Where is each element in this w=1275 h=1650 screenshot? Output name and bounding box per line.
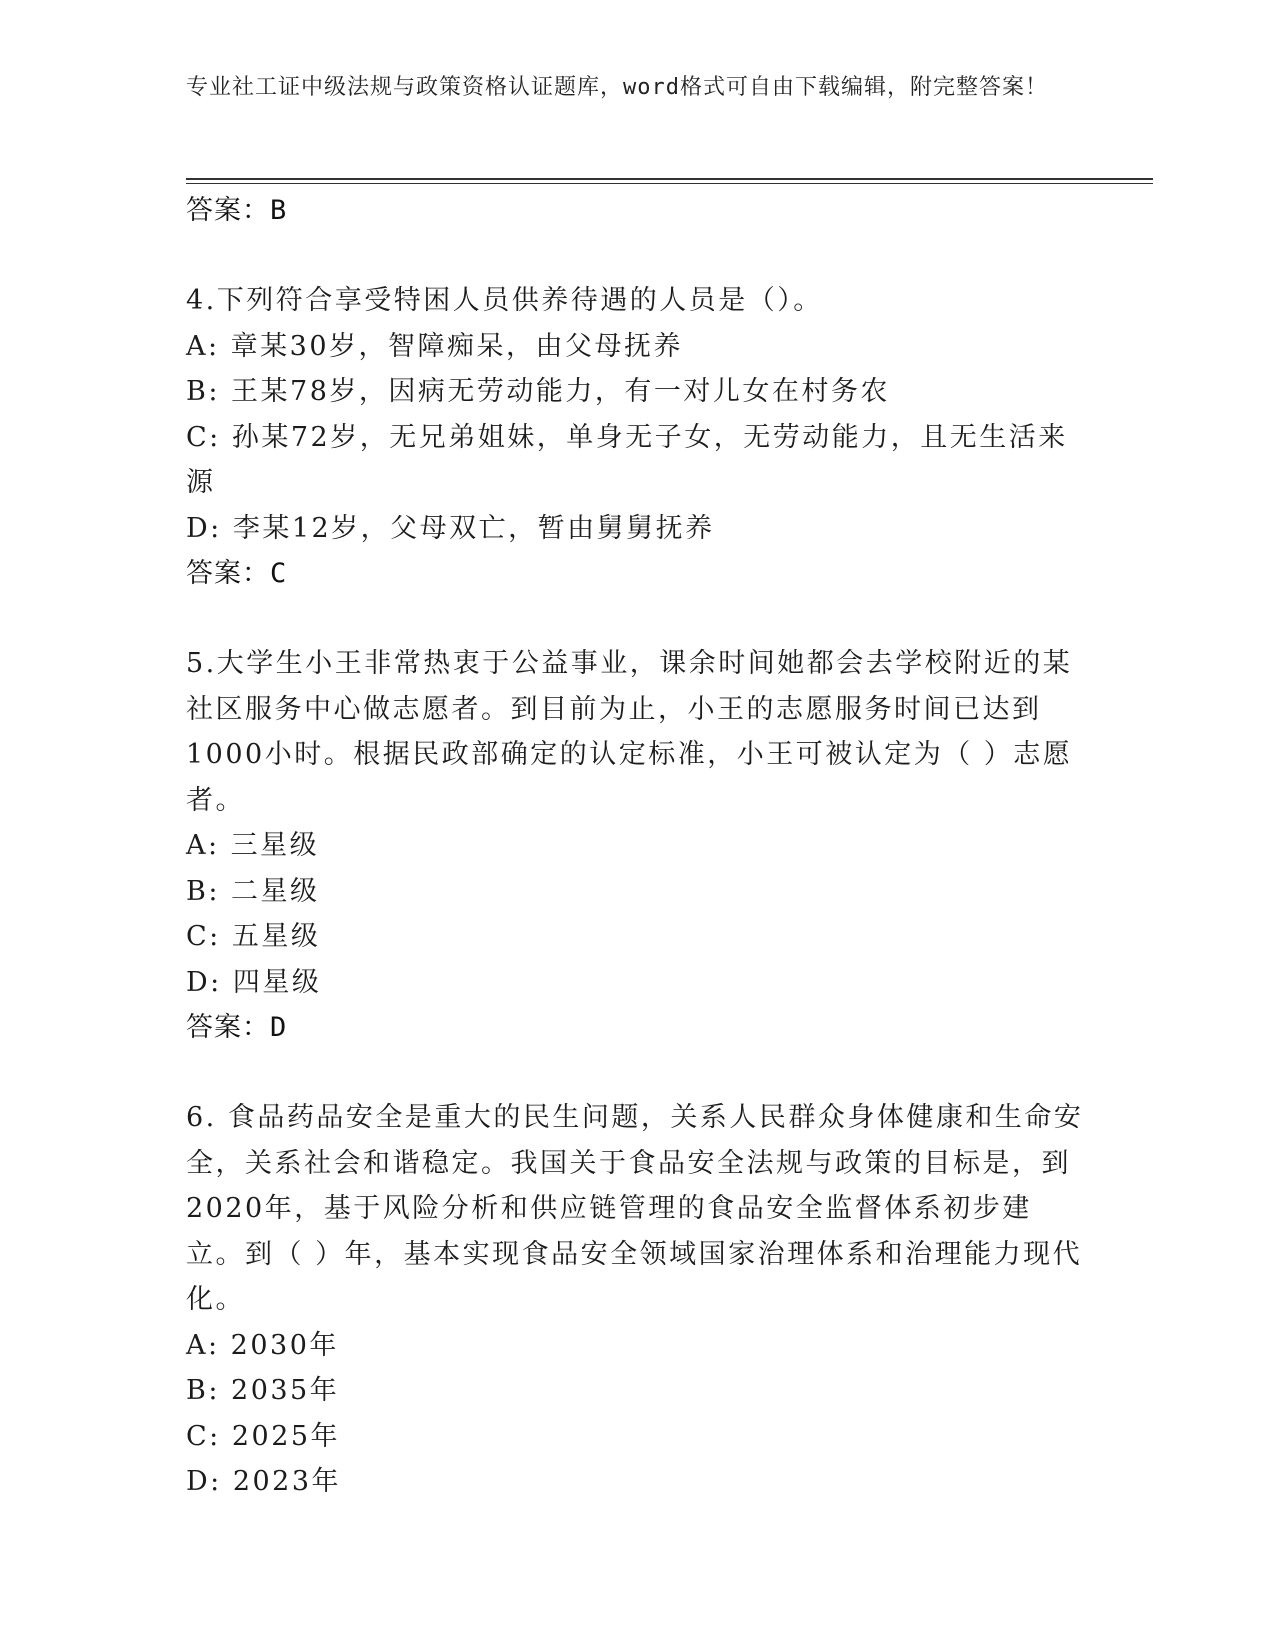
option-d: D: 四星级	[186, 966, 322, 998]
spacer	[186, 1051, 1086, 1095]
option-c: C: 五星级	[186, 921, 321, 952]
option-a: A: 2030年	[186, 1329, 339, 1361]
header-divider-thin	[186, 183, 1153, 184]
option-c: C: 2025年	[186, 1420, 341, 1452]
option-d: D: 2023年	[186, 1466, 342, 1497]
option-a: A: 章某30岁，智障痴呆，由父母抚养	[186, 330, 684, 362]
spacer	[186, 597, 1086, 641]
question-stem: 6. 食品药品安全是重大的民生问题，关系人民群众身体健康和生命安全，关系社会和谐稳定。我国关于食品安全法规与政策的目标是，到2020年，基于风险分析和供应链管理的食品安全监督体系初步建立。到（ ）年，基本实现食品安全领域国家治理体系和治理能力现代化。	[186, 1102, 1084, 1315]
question-block	[186, 641, 1086, 1051]
page-header: 专业社工证中级法规与政策资格认证题库，word格式可自由下载编辑，附完整答案！	[186, 75, 1048, 100]
option-b: B: 王某78岁，因病无劳动能力，有一对儿女在村务农	[186, 376, 890, 407]
option-d: D: 李某12岁，父母双亡，暂由舅舅抚养	[186, 512, 715, 544]
spacer	[186, 234, 1086, 278]
answer-line: 答案：B	[186, 195, 288, 226]
header-divider-thick	[186, 178, 1153, 180]
option-a: A: 三星级	[186, 830, 320, 861]
option-b: B: 二星级	[186, 875, 320, 907]
option-c: C: 孙某72岁，无兄弟姐妹，单身无子女，无劳动能力，且无生活来源	[186, 421, 1068, 498]
answer-line: 答案：D	[186, 1012, 288, 1043]
answer-line: 答案：C	[186, 558, 288, 589]
question-stem: 5.大学生小王非常热衷于公益事业，课余时间她都会去学校附近的某社区服务中心做志愿者。到目前为止，小王的志愿服务时间已达到1000小时。根据民政部确定的认定标准，小王可被认定为（ ）志愿者。	[186, 648, 1073, 816]
question-content	[186, 188, 1086, 1505]
question-block	[186, 278, 1086, 597]
question-stem: 4.下列符合享受特困人员供养待遇的人员是（）。	[186, 285, 823, 316]
option-b: B: 2035年	[186, 1375, 340, 1406]
question-block	[186, 1095, 1086, 1505]
